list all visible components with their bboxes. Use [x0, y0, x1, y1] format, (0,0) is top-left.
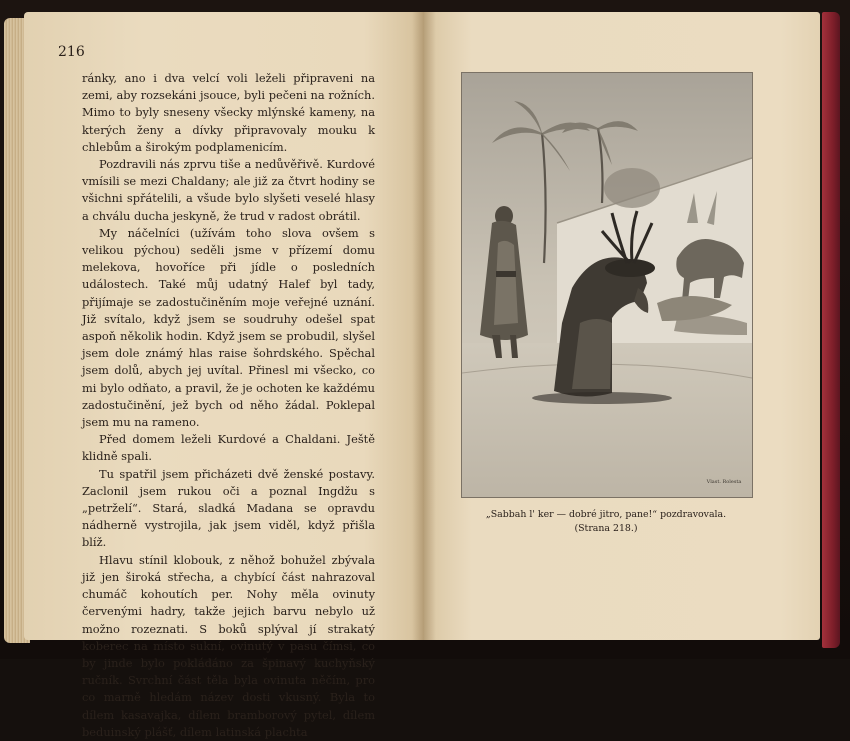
paragraph: Tu spatřil jsem přicházeti dvě ženské postavy. Zaclonil jsem rukou oči a poznal Ingdžu s „petrželí“. Stará, sladká Madana se opravdu nádherně vystrojila, jak jsem viděl, když přišla blíž. — [82, 466, 375, 550]
illustration-signature: Vlast. Rolesta — [706, 479, 742, 485]
engraving-illustration — [461, 72, 753, 498]
paragraph: Pozdravili nás zprvu tiše a nedůvěřivě. Kurdové vmísili se mezi Chaldany; ale již za čtvrt hodiny se všichni spřátelili, a všude bylo slyšeti veselé hlasy a chválu ducha jeskyně, že trud v radost obrátil. — [82, 157, 375, 223]
page-number: 216 — [58, 44, 85, 60]
caption-line-1: „Sabbah l' ker — dobré jitro, pane!“ pozdravovala. — [485, 509, 727, 520]
paragraph: Hlavu stínil klobouk, z něhož bohužel zbývala již jen široká střecha, a chybící část nahrazoval chumáč kohoutích per. Nohy měla ovinuty červenými hadry, takže jejich barvu nebylo už možno rozeznati. S boků splýval jí strakatý koberec na místo sukní, ovinutý v pasu čímsi, co by jinde bylo pokládáno za špinavý kuchyňský ručník. Svrchní část těla byla ovinuta něčím, pro co marně hledám název dosti vkusný. Byla to dílem kasavajka, dílem bramborový pytel, dílem beduinský plášť, dílem latinská plachta — [82, 552, 375, 739]
book-gutter — [412, 12, 436, 640]
red-cover-edge — [822, 12, 840, 648]
illustration-drawing — [462, 73, 752, 497]
paragraph: Před domem leželi Kurdové a Chaldani. Ještě klidně spali. — [82, 432, 375, 464]
body-text — [82, 70, 375, 741]
paragraph: My náčelníci (užívám toho slova ovšem s velikou pýchou) seděli jsme v přízemí domu melekova, hovoříce při jídle o posledních událostech. Také můj udatný Halef byl tady, přijímaje se zadostučiněním moje veřejné uznání. Již svítalo, když jsem se soudruhy odešel spat aspoň několik hodin. Když jsem se probudil, slyšel jsem dole známý hlas raise šohrdského. Spěchal jsem dolů, abych jej uvítal. Přinesl mi všecko, co mi bylo odňato, a pravil, že je ochoten ke každému zadostučinění, jež bych od něho žádal. Poklepal jsem mu na rameno. — [82, 225, 375, 430]
paragraph: ránky, ano i dva velcí voli leželi připraveni na zemi, aby rozsekáni jsouce, byli pečeni na rožních. Mimo to byly sneseny všecky mlýnské kameny, na kterých ženy a dívky připravovaly mouku k chlebům a širokým podplamenicím. — [82, 71, 375, 154]
illustration-caption — [455, 508, 757, 536]
caption-line-2: (Strana 218.) — [574, 523, 638, 534]
